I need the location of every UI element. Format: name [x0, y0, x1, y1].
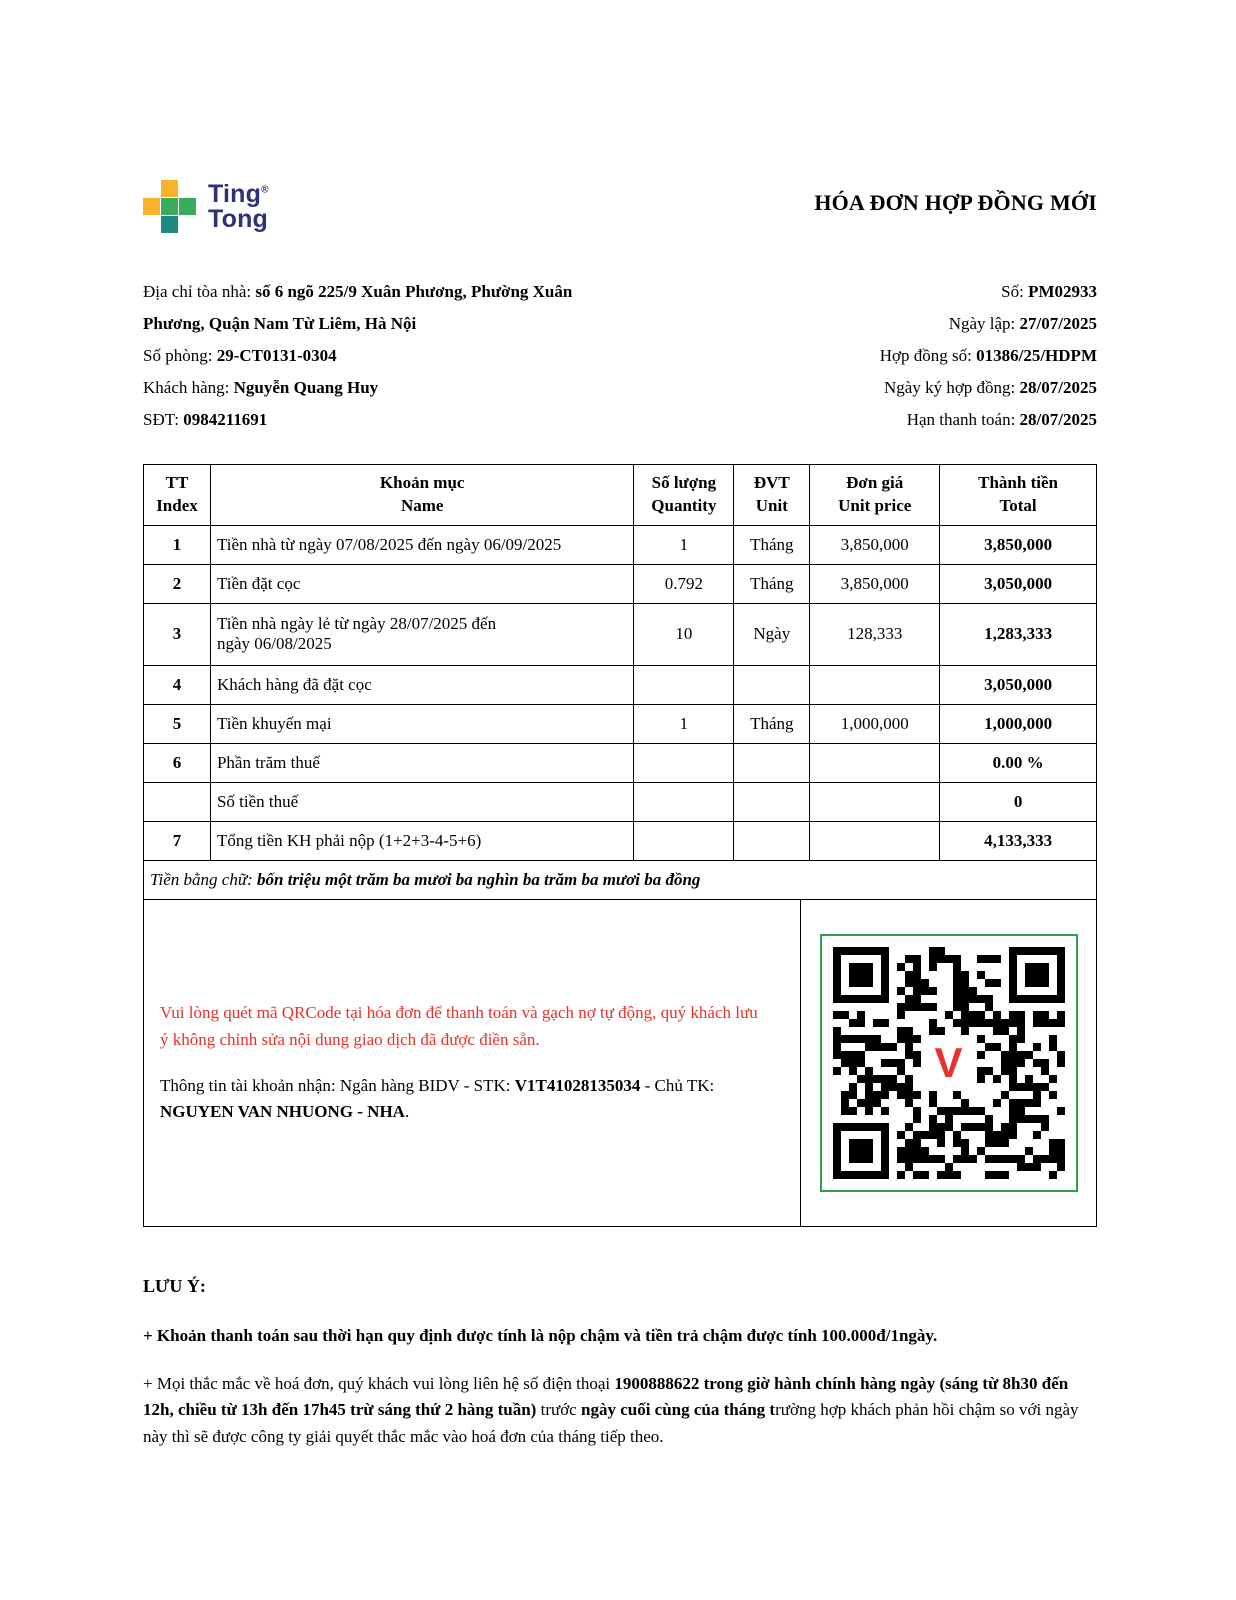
cell-name: Tiền nhà từ ngày 07/08/2025 đến ngày 06/09/2025 — [210, 525, 633, 564]
cell-total: 3,050,000 — [940, 564, 1097, 603]
cell-name: Tiền đặt cọc — [210, 564, 633, 603]
amount-in-words-row — [144, 860, 1097, 899]
issue-date: Ngày lập: 27/07/2025 — [948, 314, 1097, 333]
cell-index: 2 — [144, 564, 211, 603]
cell-name: Tiền nhà ngày lẻ từ ngày 28/07/2025 đến ngày 06/08/2025 — [210, 603, 633, 665]
cell-unit-price — [810, 665, 940, 704]
logo-text: Ting® Tong — [208, 180, 269, 233]
customer-name: Khách hàng: Nguyễn Quang Huy — [143, 378, 379, 397]
table-row — [144, 743, 1097, 782]
company-logo — [143, 180, 269, 234]
cell-unit: Tháng — [734, 564, 810, 603]
page-title: HÓA ĐƠN HỢP ĐỒNG MỚI — [814, 190, 1097, 215]
table-row — [144, 821, 1097, 860]
cell-total: 0.00 % — [940, 743, 1097, 782]
cell-unit-price — [810, 743, 940, 782]
cell-unit-price: 3,850,000 — [810, 525, 940, 564]
cell-unit: Tháng — [734, 704, 810, 743]
invoice-number: Số: PM02933 — [1001, 282, 1097, 301]
registered-mark: ® — [261, 184, 269, 196]
cell-total: 0 — [940, 782, 1097, 821]
invoice-table — [143, 464, 1097, 900]
payment-section — [143, 900, 1097, 1227]
room-number: Số phòng: 29-CT0131-0304 — [143, 346, 337, 365]
cell-unit-price — [810, 821, 940, 860]
cell-total: 1,283,333 — [940, 603, 1097, 665]
cell-index: 7 — [144, 821, 211, 860]
cell-unit: Tháng — [734, 525, 810, 564]
account-holder: NGUYEN VAN NHUONG - NHA — [160, 1102, 405, 1122]
invoice-info — [143, 276, 1097, 436]
col-header-quantity: Số lượng Quantity — [634, 465, 734, 526]
cell-total: 4,133,333 — [940, 821, 1097, 860]
col-header-index: TT Index — [144, 465, 211, 526]
cell-unit-price: 1,000,000 — [810, 704, 940, 743]
cell-unit — [734, 782, 810, 821]
table-row — [144, 665, 1097, 704]
cell-unit-price: 3,850,000 — [810, 564, 940, 603]
cell-unit — [734, 665, 810, 704]
qr-cell — [801, 900, 1096, 1226]
payment-due-date: Hạn thanh toán: 28/07/2025 — [906, 410, 1097, 429]
cell-index: 1 — [144, 525, 211, 564]
cell-index: 4 — [144, 665, 211, 704]
red-v-logo: V — [926, 1040, 972, 1086]
cell-index — [144, 782, 211, 821]
table-header-row — [144, 465, 1097, 526]
col-header-unit: ĐVT Unit — [734, 465, 810, 526]
account-number: V1T41028135034 — [514, 1075, 641, 1095]
cell-unit — [734, 821, 810, 860]
table-row — [144, 525, 1097, 564]
info-right-column — [880, 276, 1097, 436]
contract-sign-date: Ngày ký hợp đồng: 28/07/2025 — [884, 378, 1097, 397]
contract-number: Hợp đồng số: 01386/25/HDPM — [879, 346, 1097, 365]
footer-notes — [143, 1273, 1097, 1450]
notes-heading: LƯU Ý: — [143, 1275, 206, 1296]
building-address: Địa chỉ tòa nhà: số 6 ngõ 225/9 Xuân Phương, Phường Xuân Phương, Quận Nam Từ Liêm, Hà Nội — [143, 282, 573, 333]
tingtong-plus-icon — [143, 180, 197, 234]
phone-number: SĐT: 0984211691 — [143, 410, 268, 429]
cell-quantity: 0.792 — [634, 564, 734, 603]
header — [143, 180, 1097, 252]
payment-instructions — [144, 900, 801, 1226]
cell-quantity — [634, 821, 734, 860]
col-header-name: Khoản mục Name — [210, 465, 633, 526]
table-row — [144, 564, 1097, 603]
amount-in-words: Tiền bằng chữ: bốn triệu một trăm ba mươi ba nghìn ba trăm ba mươi ba đồng — [144, 860, 1097, 899]
cell-quantity — [634, 743, 734, 782]
cell-unit-price: 128,333 — [810, 603, 940, 665]
cell-name: Phần trăm thuế — [210, 743, 633, 782]
cell-total: 3,050,000 — [940, 665, 1097, 704]
cell-total: 1,000,000 — [940, 704, 1097, 743]
cell-name: Tổng tiền KH phải nộp (1+2+3-4-5+6) — [210, 821, 633, 860]
cell-quantity: 10 — [634, 603, 734, 665]
cell-name: Tiền khuyến mại — [210, 704, 633, 743]
cell-quantity — [634, 782, 734, 821]
table-row — [144, 603, 1097, 665]
col-header-unit-price: Đơn giá Unit price — [810, 465, 940, 526]
info-left-column — [143, 276, 621, 436]
qr-code — [820, 934, 1078, 1192]
col-header-total: Thành tiền Total — [940, 465, 1097, 526]
cell-index: 6 — [144, 743, 211, 782]
cell-name: Số tiền thuế — [210, 782, 633, 821]
late-payment-note: + Khoản thanh toán sau thời hạn quy định được tính là nộp chậm và tiền trả chậm được tính 100.000đ/1ngày. — [143, 1325, 938, 1345]
cell-quantity — [634, 665, 734, 704]
cell-quantity: 1 — [634, 704, 734, 743]
qr-payment-warning: Vui lòng quét mã QRCode tại hóa đơn để thanh toán và gạch nợ tự động, quý khách lưu ý không chỉnh sửa nội dung giao dịch đã được điền sẵn. — [160, 1003, 758, 1049]
cell-index: 5 — [144, 704, 211, 743]
cell-unit-price — [810, 782, 940, 821]
cell-index: 3 — [144, 603, 211, 665]
cell-quantity: 1 — [634, 525, 734, 564]
table-row — [144, 782, 1097, 821]
cell-unit: Ngày — [734, 603, 810, 665]
cell-name: Khách hàng đã đặt cọc — [210, 665, 633, 704]
hotline-note: + Mọi thắc mắc về hoá đơn, quý khách vui lòng liên hệ số điện thoại 1900888622 trong giờ hành chính hàng ngày (sáng từ 8h30 đến 12h, chiều từ 13h đến 17h45 trừ sáng thứ 2 hàng tuần) trước ngày cuối cùng của tháng trường hợp khách phản hồi chậm so với ngày này thì sẽ được công ty giải quyết thắc mắc vào hoá đơn của tháng tiếp theo. — [143, 1374, 1079, 1446]
cell-total: 3,850,000 — [940, 525, 1097, 564]
account-info: Thông tin tài khoản nhận: Ngân hàng BIDV - STK: V1T41028135034 - Chủ TK: NGUYEN VAN NHUONG - NHA. — [160, 1075, 715, 1122]
table-row — [144, 704, 1097, 743]
cell-unit — [734, 743, 810, 782]
